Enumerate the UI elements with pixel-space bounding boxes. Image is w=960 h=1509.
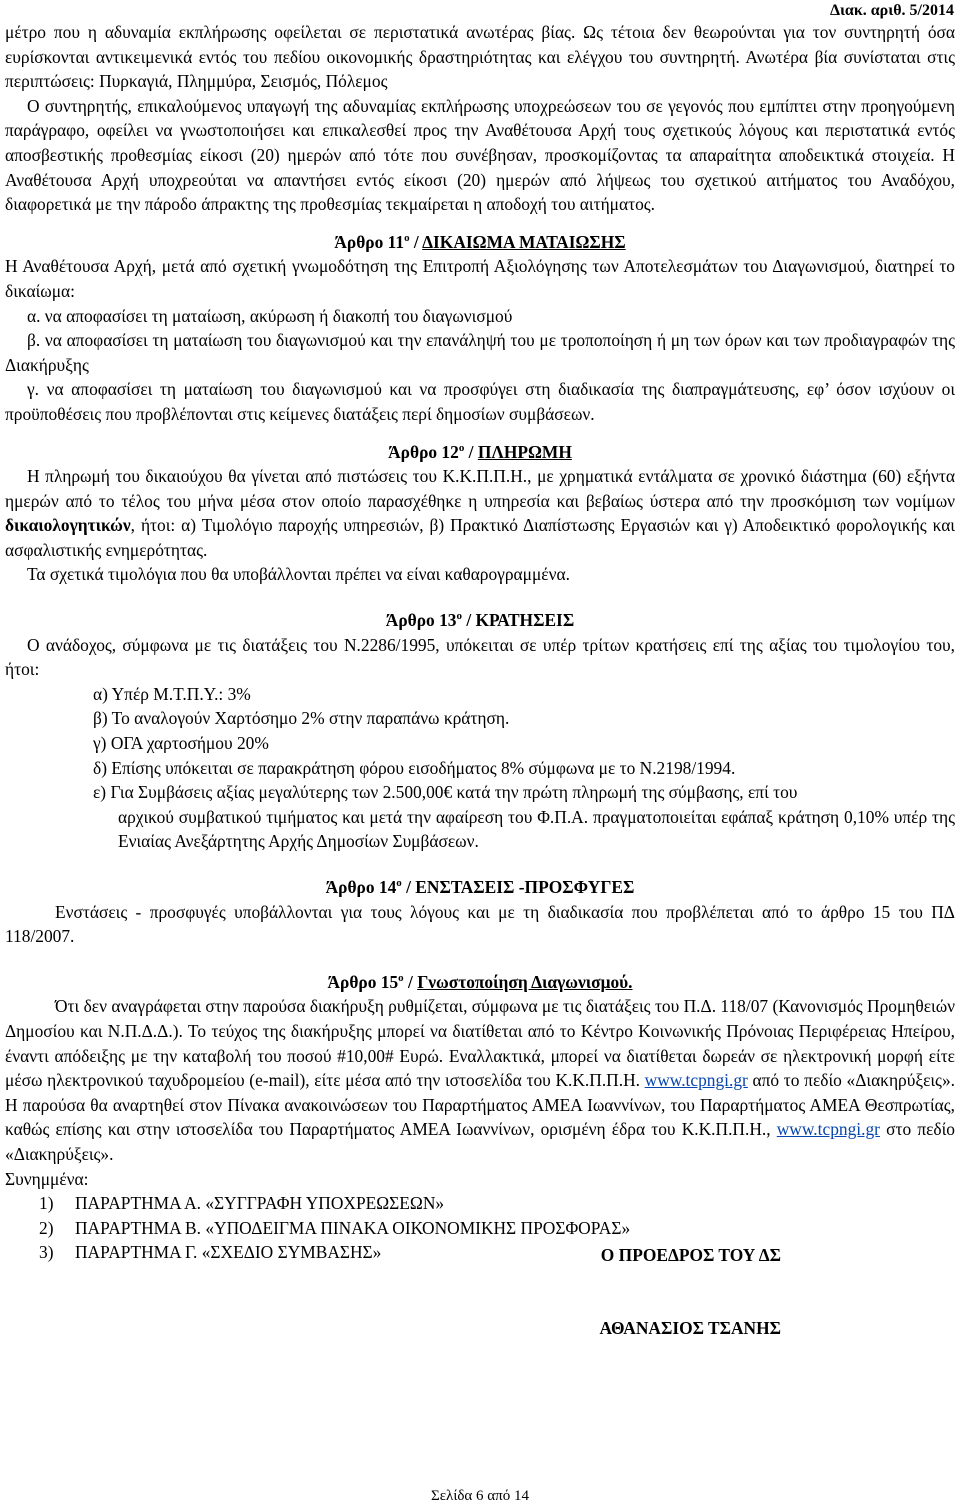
article-13-intro: Ο ανάδοχος, σύμφωνα με τις διατάξεις του Ν.2286/1995, υπόκειται σε υπέρ τρίτων κρατήσεις επί της αξίας του τιμολογίου του, ήτοι: bbox=[5, 634, 955, 680]
article-14-paragraph: Ενστάσεις - προσφυγές υποβάλλονται για τους λόγους και με τη διαδικασία που προβλέπεται από το άρθρο 15 του ΠΔ 118/2007. bbox=[5, 901, 955, 947]
article-12-title-sep: / bbox=[464, 441, 478, 462]
article-15-title-sup: ο bbox=[398, 971, 404, 984]
article-13-item-e-cont: αρχικού συμβατικού τιμήματος και μετά την αφαίρεση του Φ.Π.Α. πραγματοποιείται εφάπαξ κράτηση 0,10% υπέρ της Ενιαίας Ανεξάρτητης Αρχής Δημοσίων Συμβάσεων. bbox=[118, 806, 955, 852]
document-body bbox=[5, 20, 955, 1340]
article-15-text-a: Ότι δεν αναγράφεται στην παρούσα διακήρυξη ρυθμίζεται, σύμφωνα με τις διατάξεις του Π.Δ. 118/07 (Κανονισμός Προμηθειών Δημοσίου και Ν.Π.Δ.Δ.). Το τεύχος της διακήρυξης μπορεί να διατίθεται από το Κέντρο Κοινωνικής Πρόνοιας Περιφέρειας Ηπείρου, έναντι απόδειξης με την καταβολή του ποσού #10,00# Ευρώ. Εναλλακτικά, μπορεί να διατίθεται δωρεάν σε ηλεκτρονική μορφή είτε μέσω ηλεκτρονικού ταχυδρομείου (e-mail), είτε μέσα από την ιστοσελίδα του Κ.Κ.Π.Π.Η. bbox=[5, 996, 955, 1091]
article-12-p1-text-a: Η πληρωμή του δικαιούχου θα γίνεται από πιστώσεις του Κ.Κ.Π.Π.Η., με χρηματικά εντάλματα σε χρονικό διάστημα (60) εξήντα ημερών από το τέλος του μήνα μέσα στον οποίο παρασχέθηκε η υπηρεσία και βεβαίως ύστερα από την προσκόμιση των νομίμων bbox=[5, 466, 955, 511]
article-11-title-sep: / bbox=[409, 231, 423, 252]
article-12-p1-text-b: , ήτοι: α) Τιμολόγιο παροχής υπηρεσιών, β) Πρακτικό Διαπίστωσης Εργασιών και γ) Αποδεικτικό φορολογικής και ασφαλιστικής ενημερότητας. bbox=[5, 515, 955, 560]
article-11-title-heading: ΔΙΚΑΙΩΜΑ ΜΑΤΑΙΩΣΗΣ bbox=[422, 231, 626, 252]
attachment-text: ΠΑΡΑΡΤΗΜΑ Γ. «ΣΧΕΔΙΟ ΣΥΜΒΑΣΗΣ» bbox=[75, 1242, 382, 1263]
article-12-p1-bold: δικαιολογητικών bbox=[5, 515, 131, 536]
article-13-title bbox=[5, 608, 955, 633]
article-11-intro: Η Αναθέτουσα Αρχή, μετά από σχετική γνωμοδότηση της Επιτροπή Αξιολόγησης των Αποτελεσμάτων του Διαγωνισμού, διατηρεί το δικαίωμα: bbox=[5, 256, 955, 301]
signatory-name: ΑΘΑΝΑΣΙΟΣ ΤΣΑΝΗΣ bbox=[599, 1317, 781, 1338]
attachment-number: 1) bbox=[39, 1193, 54, 1214]
article-12-title-prefix: Άρθρο 12 bbox=[388, 441, 459, 462]
article-14-title-rest: / ΕΝΣΤΑΣΕΙΣ -ΠΡΟΣΦΥΓΕΣ bbox=[401, 877, 635, 897]
article-13-title-rest: / ΚΡΑΤΗΣΕΙΣ bbox=[461, 610, 575, 631]
article-15-title-sep: / bbox=[403, 971, 418, 992]
attachment-item bbox=[5, 1240, 955, 1265]
article-15-paragraph bbox=[5, 994, 955, 1166]
attachment-item bbox=[5, 1191, 955, 1216]
article-13-item-e bbox=[5, 780, 955, 854]
article-14-title-sup: ο bbox=[396, 877, 402, 889]
article-11-title-sup: ο bbox=[404, 231, 410, 244]
attachments-label: Συνημμένα: bbox=[5, 1168, 89, 1189]
website-link-1[interactable]: www.tcpngi.gr bbox=[644, 1070, 748, 1091]
article-13-item-b: β) Το αναλογούν Χαρτόσημο 2% στην παραπάνω κράτηση. bbox=[93, 708, 510, 729]
article-12-paragraph-2: Τα σχετικά τιμολόγια που θα υποβάλλονται πρέπει να είναι καθαρογραμμένα. bbox=[27, 564, 570, 585]
article-13-title-prefix: Άρθρο 13 bbox=[385, 610, 457, 631]
article-11-item-b: β. να αποφασίσει τη ματαίωση του διαγωνισμού και την επανάληψή του με τροποποίηση ή μη των όρων και των προδιαγραφών της Διακήρυξης bbox=[5, 330, 955, 375]
article-13-item-a: α) Υπέρ Μ.Τ.Π.Υ.: 3% bbox=[93, 683, 251, 704]
attachment-number: 2) bbox=[39, 1217, 54, 1238]
attachment-item bbox=[5, 1216, 955, 1241]
article-12-title-sup: ο bbox=[458, 441, 465, 454]
force-majeure-paragraph-2: Ο συντηρητής, επικαλούμενος υπαγωγή της αδυναμίας εκπλήρωσης υποχρεώσεων του σε γεγονός που εμπίπτει στην προηγούμενη παράγραφο, οφείλει να γνωστοποιήσει και επικαλεσθεί προς την Αναθέτουσα Αρχή τους σχετικούς λόγους και περιστατικά εντός αποσβεστικής προθεσμίας είκοσι (20) ημερών από τότε που συνέβησαν, προσκομίζοντας τα απαραίτητα αποδεικτικά στοιχεία. Η Αναθέτουσα Αρχή υποχρεούται να απαντήσει εντός είκοσι (20) ημερών από λήψεως του σχετικού αιτήματος του Αναδόχου, διαφορετικά με την πάροδο άπρακτης της προθεσμίας τεκμαίρεται η αποδοχή του αιτήματος. bbox=[5, 95, 955, 215]
article-14-title-prefix: Άρθρο 14 bbox=[325, 877, 397, 897]
signatory-role: Ο ΠΡΟΕΔΡΟΣ ΤΟΥ ΔΣ bbox=[600, 1244, 781, 1265]
attachment-text: ΠΑΡΑΡΤΗΜΑ Β. «ΥΠΟΔΕΙΓΜΑ ΠΙΝΑΚΑ ΟΙΚΟΝΟΜΙΚΗΣ ΠΡΟΣΦΟΡΑΣ» bbox=[75, 1217, 631, 1238]
page-number: Σελίδα 6 από 14 bbox=[431, 1488, 529, 1504]
attachment-number: 3) bbox=[39, 1242, 54, 1263]
article-12-title-heading: ΠΛΗΡΩΜΗ bbox=[477, 441, 572, 462]
article-11-item-c: γ. να αποφασίσει τη ματαίωση του διαγωνισμού και να προσφύγει στη διαδικασία της διαπραγμάτευσης, εφ’ όσον ισχύουν οι προϋποθέσεις που προβλέπονται στις κείμενες διατάξεις περί δημοσίων συμβάσεων. bbox=[5, 379, 955, 424]
article-15-text-b: από το πεδίο «Διακηρύξεις». Η παρούσα θα αναρτηθεί στον Πίνακα ανακοινώσεων του Παραρτήματος ΑΜΕΑ Ιωαννίνων, του Παραρτήματος ΑΜΕΑ Θεσπρωτίας, καθώς επίσης και στην ιστοσελίδα του Παραρτήματος ΑΜΕΑ Ιωαννίνων, ορισμένη έδρα του Κ.Κ.Π.Π.Η., bbox=[5, 1070, 955, 1140]
article-15-text-c: στο πεδίο «Διακηρύξεις». bbox=[5, 1119, 955, 1164]
attachment-text: ΠΑΡΑΡΤΗΜΑ Α. «ΣΥΓΓΡΑΦΗ ΥΠΟΧΡΕΩΣΕΩΝ» bbox=[75, 1193, 445, 1214]
article-14-title bbox=[5, 875, 955, 900]
article-11-title-prefix: Άρθρο 11 bbox=[334, 231, 405, 252]
website-link-2[interactable]: www.tcpngi.gr bbox=[776, 1119, 880, 1140]
article-11-item-a: α. να αποφασίσει τη ματαίωση, ακύρωση ή διακοπή του διαγωνισμού bbox=[27, 305, 513, 326]
article-13-item-c: γ) ΟΓΑ χαρτοσήμου 20% bbox=[93, 733, 269, 754]
article-13-item-d: δ) Επίσης υπόκειται σε παρακράτηση φόρου εισοδήματος 8% σύμφωνα με το Ν.2198/1994. bbox=[93, 757, 736, 778]
article-13-title-sup: ο bbox=[456, 610, 462, 623]
article-12-paragraph-1 bbox=[5, 464, 955, 562]
article-12-title bbox=[5, 440, 955, 465]
article-11-title bbox=[5, 230, 955, 255]
article-13-item-e-line1: ε) Για Συμβάσεις αξίας μεγαλύτερης των 2.500,00€ κατά την πρώτη πληρωμή της σύμβασης, επί του bbox=[93, 782, 798, 803]
article-15-title-prefix: Άρθρο 15 bbox=[327, 971, 399, 992]
article-15-title bbox=[5, 970, 955, 995]
article-15-title-heading: Γνωστοποίηση Διαγωνισμού. bbox=[417, 971, 633, 992]
document-reference: Διακ. αριθ. 5/2014 bbox=[829, 2, 954, 19]
force-majeure-paragraph-1: μέτρο που η αδυναμία εκπλήρωσης οφείλεται σε περιστατικά ανωτέρας βίας. Ως τέτοια δεν θεωρούνται για τον συντηρητή όσα ευρίσκονται αντικειμενικά εντός του πεδίου οικονομικής δραστηριότητας και ελέγχου του συντηρητή. Ανωτέρα βία συνίσταται στις περιπτώσεις: Πυρκαγιά, Πλημμύρα, Σεισμός, Πόλεμος bbox=[5, 22, 955, 92]
